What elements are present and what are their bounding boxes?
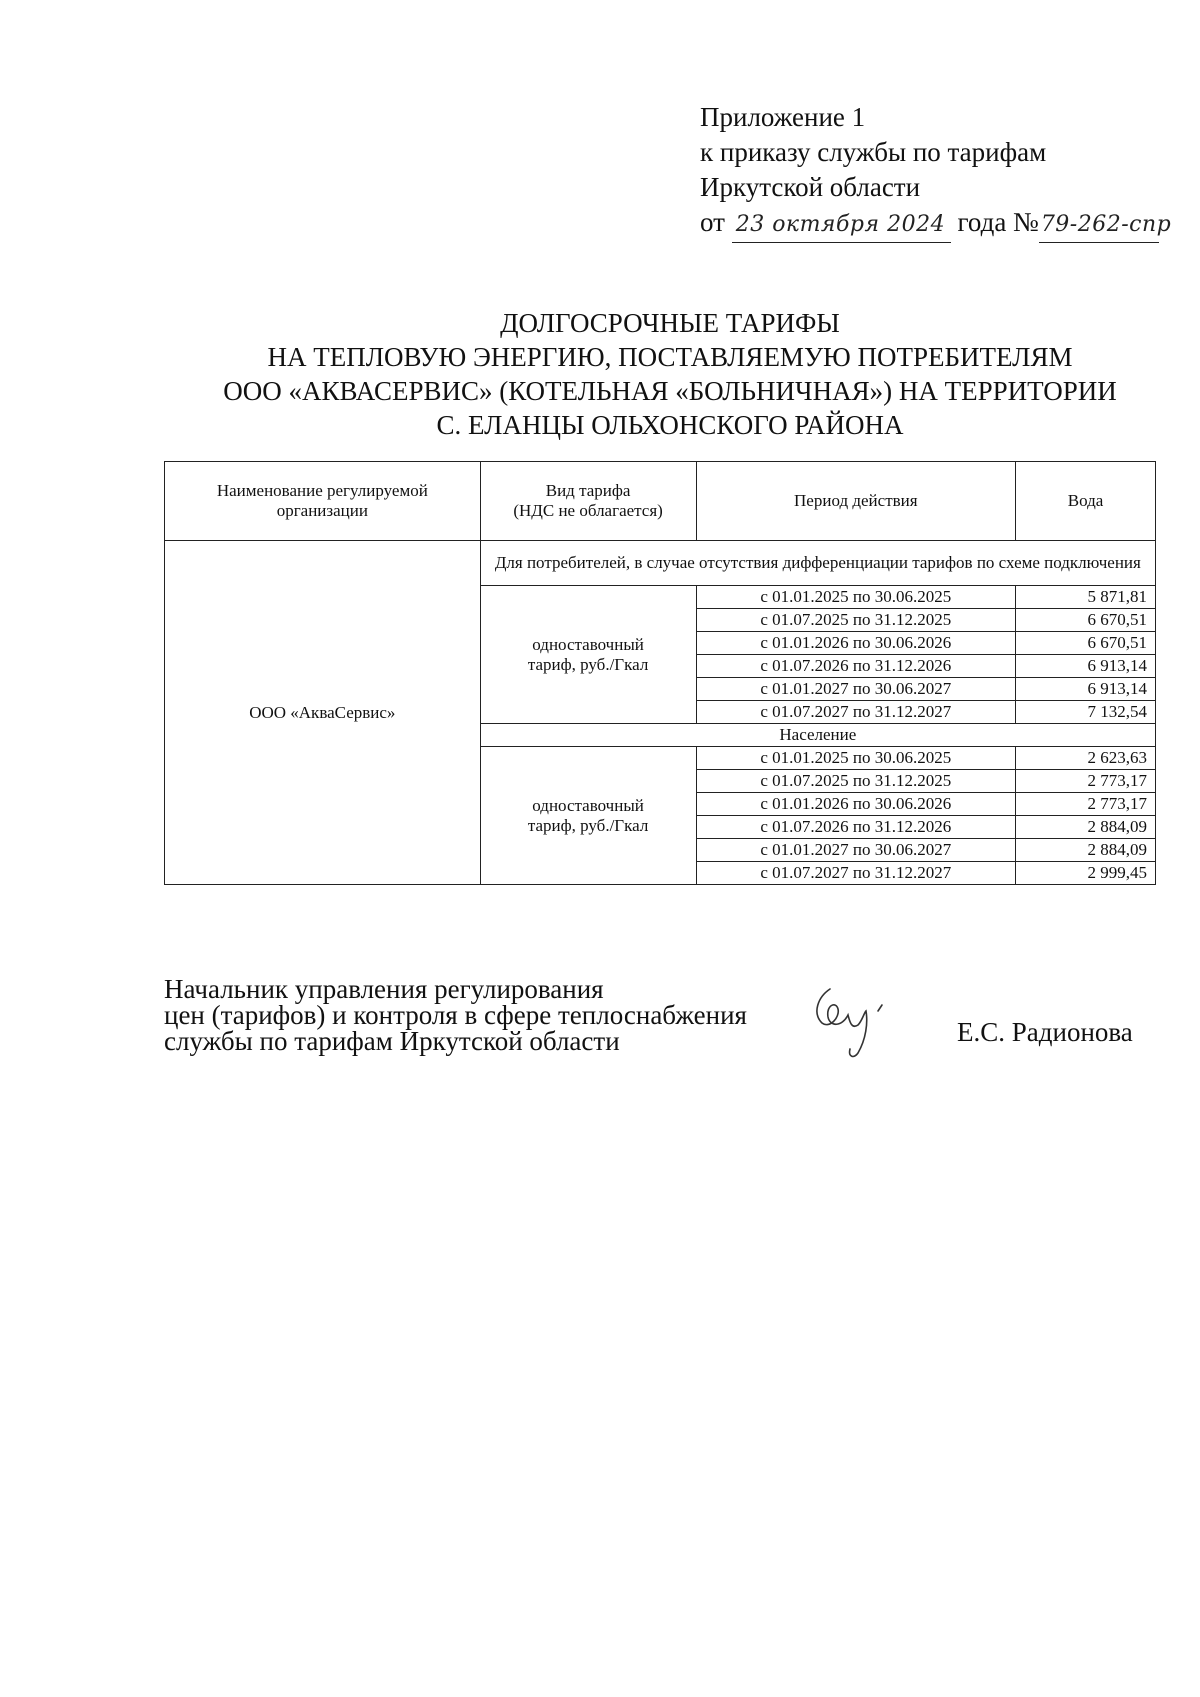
value-cell: 6 670,51: [1016, 609, 1156, 632]
date-prefix: от: [700, 207, 725, 237]
appendix-region: Иркутской области: [700, 172, 921, 202]
value-cell: 2 623,63: [1016, 747, 1156, 770]
signatory-position: [164, 976, 747, 1054]
header-tariff-type-line1: Вид тарифа: [545, 481, 631, 500]
section-heading-row: [165, 541, 1156, 586]
section-heading: Население: [480, 724, 1155, 747]
value-cell: 2 773,17: [1016, 770, 1156, 793]
value-cell: 5 871,81: [1016, 586, 1156, 609]
signatory-line-3: службы по тарифам Иркутской области: [164, 1026, 620, 1056]
period-cell: с 01.01.2026 по 30.06.2026: [696, 793, 1016, 816]
document-title: [160, 306, 1180, 442]
handwritten-signature-icon: [808, 983, 898, 1063]
year-word: года №: [957, 207, 1039, 237]
table-header-row: [165, 462, 1156, 541]
period-cell: с 01.07.2027 по 31.12.2027: [696, 701, 1016, 724]
period-cell: с 01.01.2027 по 30.06.2027: [696, 678, 1016, 701]
value-cell: 6 913,14: [1016, 655, 1156, 678]
period-cell: с 01.01.2025 по 30.06.2025: [696, 586, 1016, 609]
value-cell: 2 773,17: [1016, 793, 1156, 816]
tariff-type-line2: тариф, руб./Гкал: [527, 654, 649, 674]
period-cell: с 01.01.2027 по 30.06.2027: [696, 839, 1016, 862]
signatory-name: Е.С. Радионова: [957, 1017, 1133, 1047]
header-period: Период действия: [696, 462, 1016, 541]
title-line-1: ДОЛГОСРОЧНЫЕ ТАРИФЫ: [500, 308, 840, 338]
header-tariff-type: [480, 462, 696, 541]
period-cell: с 01.07.2027 по 31.12.2027: [696, 862, 1016, 885]
tariff-type-line1: одноставочный: [532, 634, 644, 654]
tariff-type-cell: [480, 747, 696, 885]
value-cell: 6 670,51: [1016, 632, 1156, 655]
organization-cell: ООО «АкваСервис»: [165, 541, 481, 885]
header-water: Вода: [1016, 462, 1156, 541]
handwritten-date: 23 октября 2024: [732, 207, 951, 243]
title-line-3: ООО «АКВАСЕРВИС» (КОТЕЛЬНАЯ «БОЛЬНИЧНАЯ») НА ТЕРРИТОРИИ: [223, 376, 1117, 406]
appendix-header: [700, 100, 1180, 243]
period-cell: с 01.01.2026 по 30.06.2026: [696, 632, 1016, 655]
appendix-order-ref: к приказу службы по тарифам: [700, 137, 1047, 167]
tariff-type-cell: [480, 586, 696, 724]
value-cell: 2 884,09: [1016, 839, 1156, 862]
tariff-type-line1: одноставочный: [532, 795, 644, 815]
signatory-line-1: Начальник управления регулирования: [164, 974, 604, 1004]
title-line-4: С. ЕЛАНЦЫ ОЛЬХОНСКОГО РАЙОНА: [436, 410, 904, 440]
period-cell: с 01.07.2026 по 31.12.2026: [696, 816, 1016, 839]
handwritten-order-number: 79-262-спр: [1039, 207, 1159, 243]
period-cell: с 01.07.2025 по 31.12.2025: [696, 609, 1016, 632]
header-org: Наименование регулируемой организации: [165, 462, 481, 541]
value-cell: 2 999,45: [1016, 862, 1156, 885]
tariff-table: [164, 461, 1156, 885]
period-cell: с 01.07.2026 по 31.12.2026: [696, 655, 1016, 678]
value-cell: 7 132,54: [1016, 701, 1156, 724]
header-tariff-type-line2: (НДС не облагается): [513, 501, 663, 520]
appendix-number: Приложение 1: [700, 102, 866, 132]
appendix-date-line: [700, 205, 1180, 243]
section-heading: Для потребителей, в случае отсутствия дифференциации тарифов по схеме подключения: [480, 541, 1155, 586]
value-cell: 6 913,14: [1016, 678, 1156, 701]
value-cell: 2 884,09: [1016, 816, 1156, 839]
signatory-line-2: цен (тарифов) и контроля в сфере теплоснабжения: [164, 1000, 747, 1030]
period-cell: с 01.07.2025 по 31.12.2025: [696, 770, 1016, 793]
title-line-2: НА ТЕПЛОВУЮ ЭНЕРГИЮ, ПОСТАВЛЯЕМУЮ ПОТРЕБИТЕЛЯМ: [267, 342, 1073, 372]
tariff-type-line2: тариф, руб./Гкал: [527, 815, 649, 835]
period-cell: с 01.01.2025 по 30.06.2025: [696, 747, 1016, 770]
